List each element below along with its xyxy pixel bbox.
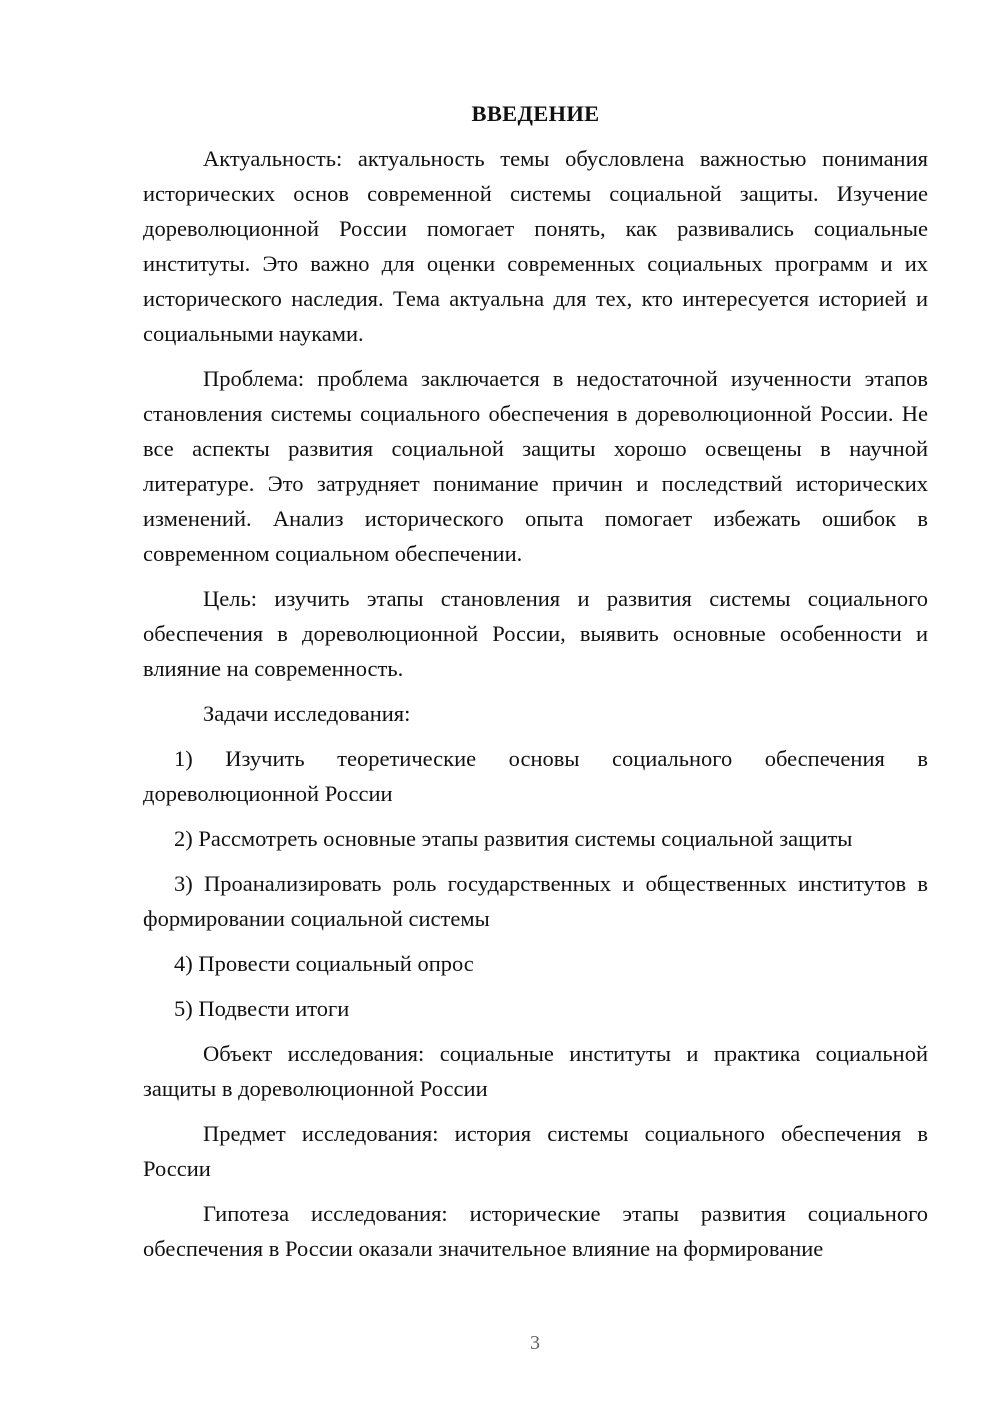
task-item-2: 2) Рассмотреть основные этапы развития системы социальной защиты [174, 826, 853, 851]
paragraph-object: Объект исследования: социальные институты и практика социальной защиты в дореволюционной России [143, 1041, 928, 1101]
section-title: ВВЕДЕНИЕ [471, 101, 600, 126]
task-item-1: 1) Изучить теоретические основы социального обеспечения в дореволюционной России [143, 746, 928, 806]
paragraph-relevance: Актуальность: актуальность темы обусловлена важностью понимания исторических основ современной системы социальной защиты. Изучение дореволюционной России помогает понять, как развивались социальные институты. Это важно для оценки современных социальных программ и их исторического наследия. Тема актуальна для тех, кто интересуется историей и социальными науками. [143, 146, 928, 346]
page-number: 3 [530, 1332, 540, 1354]
document-page [143, 96, 928, 1266]
task-item-5: 5) Подвести итоги [174, 996, 350, 1021]
task-item-4: 4) Провести социальный опрос [174, 951, 474, 976]
task-item-3: 3) Проанализировать роль государственных и общественных институтов в формировании социальной системы [143, 871, 928, 931]
paragraph-hypothesis: Гипотеза исследования: исторические этапы развития социального обеспечения в России оказали значительное влияние на формирование [143, 1201, 928, 1261]
paragraph-subject: Предмет исследования: история системы социального обеспечения в России [143, 1121, 928, 1181]
tasks-heading: Задачи исследования: [203, 701, 411, 726]
paragraph-problem: Проблема: проблема заключается в недостаточной изученности этапов становления системы социального обеспечения в дореволюционной России. Не все аспекты развития социальной защиты хорошо освещены в научной литературе. Это затрудняет понимание причин и последствий исторических изменений. Анализ исторического опыта помогает избежать ошибок в современном социальном обеспечении. [143, 366, 928, 566]
paragraph-goal: Цель: изучить этапы становления и развития системы социального обеспечения в дореволюционной России, выявить основные особенности и влияние на современность. [143, 586, 928, 681]
